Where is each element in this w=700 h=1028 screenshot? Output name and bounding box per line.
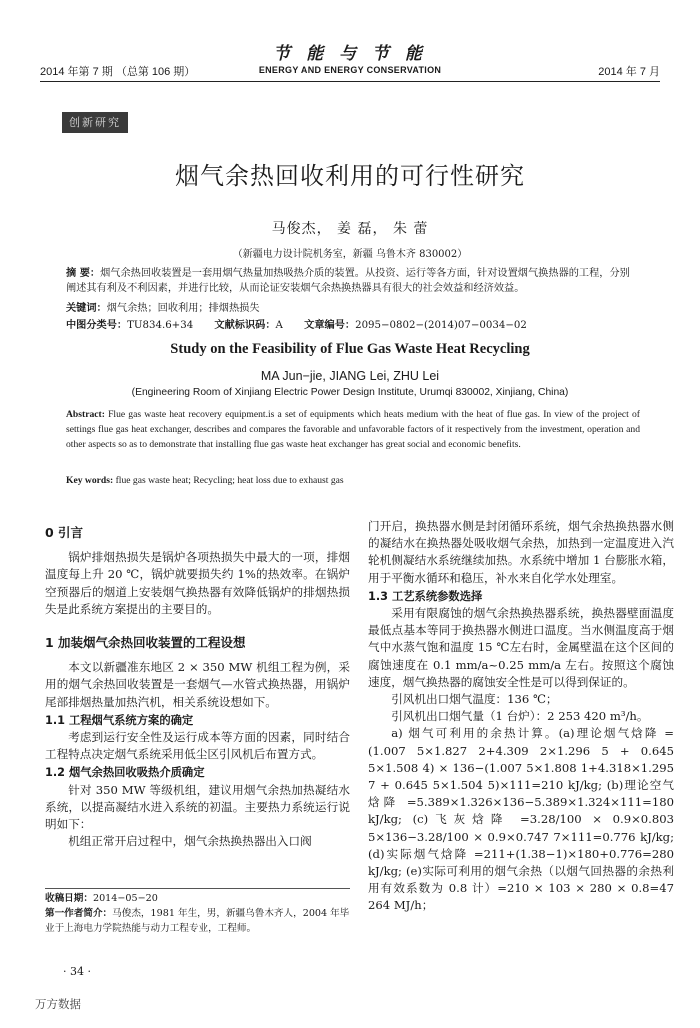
- section-1-2-heading: 1.2 烟气余热回收吸热介质确定: [45, 766, 205, 780]
- keywords-en-label: Key words:: [66, 475, 114, 486]
- section-1-1-heading: 1.1 工程烟气系统方案的确定: [45, 713, 194, 727]
- right-paragraph-continued: 门开启，换热器水侧是封闭循环系统，烟气余热换热器水侧的凝结水在换热器处吸收烟气余热，加热到一定温度进入汽轮机侧凝结水系统继续加热。水系统中增加 1 台膨胀水箱，用于平衡水循环和稳压，补水来自化学水处理室。: [368, 519, 674, 585]
- authors-en: MA Jun−jie, JIANG Lei, ZHU Lei: [260, 369, 440, 383]
- authors-cn: 马俊杰， 姜 磊， 朱 蕾: [271, 221, 429, 237]
- section-1-paragraph: 本文以新疆准东地区 2 × 350 MW 机组工程为例，采用的烟气余热回收装置是一套烟气—水管式换热器，用锅炉尾部排烟热量加热汽机，相关系统设想如下。: [45, 660, 350, 709]
- flue-gas-volume: 引风机出口烟气量（1 台炉）：2 253 420 m³/h。: [391, 709, 649, 724]
- received-value: 2014−05−20: [92, 893, 158, 904]
- abstract-en-text: Flue gas waste heat recovery equipment.is a set of equipments which heats medium with the heat of flue gas. In view of the project of settings flue gas heat exchanger, describes and compares the favorable and unfavorable factors of it respectively from the investment, operation and other aspects so as to demonstrate that installing flue gas waste heat exchanger has great social and economic benefits.: [66, 409, 640, 451]
- affiliation-cn: （新疆电力设计院机务室，新疆 乌鲁木齐 830002）: [232, 249, 468, 260]
- footnote-rule: [45, 888, 350, 889]
- section-1-2-paragraph-2: 机组正常开启过程中，烟气余热换热器出入口阀: [68, 834, 312, 849]
- doc-code-label: 文献标识码：: [214, 319, 276, 331]
- page-number: · 34 ·: [63, 965, 91, 978]
- clc-value: TU834.6+34: [127, 320, 194, 331]
- author-bio-text: 马俊杰，1981 年生，男，新疆乌鲁木齐人，2004 年毕业于上海电力学院热能与动力工程专业，工程师。: [45, 908, 350, 934]
- author-bio-label: 第一作者简介：: [45, 908, 113, 919]
- body-right-column: [368, 518, 674, 915]
- keywords-cn-label: 关键词：: [66, 302, 107, 314]
- section-1-3-paragraph: 采用有限腐蚀的烟气余热换热器系统，换热器壁面温度最低点基本等同于换热器水侧进口温度。当水侧温度高于烟气中水蒸气饱和温度 15 ℃左右时，金属壁温在这个区间的腐蚀速度在 0.1 mm/a~0.25 mm/a 左右。按照这个腐蚀速度，烟气换热器的腐蚀安全性是可以得到保证的。: [368, 606, 674, 689]
- watermark: 万方数据: [35, 997, 81, 1011]
- section-0-heading: 0 引言: [45, 525, 84, 540]
- body-left-column: [45, 518, 350, 850]
- abstract-cn: [66, 266, 640, 296]
- flue-gas-temperature: 引风机出口烟气温度：136 ℃；: [391, 692, 558, 707]
- column-badge: 创新研究: [62, 112, 128, 133]
- section-1-heading: 1 加装烟气余热回收装置的工程设想: [45, 635, 246, 651]
- abstract-cn-text: 烟气余热回收装置是一套用烟气热量加热吸热介质的装置。从投资、运行等各方面，针对设置烟气换热器的工程，分别阐述其有利及不利因素，并进行比较，从而论证安装烟气余热换热器具有很大的社会效益和经济效益。: [66, 268, 630, 294]
- article-no-value: 2095−0802−(2014)07−0034−02: [355, 320, 527, 331]
- doc-code-value: A: [275, 320, 283, 331]
- keywords-cn: [66, 299, 260, 314]
- affiliation-en: (Engineering Room of Xinjiang Electric Power Design Institute, Urumqi 830002, Xinjiang, China): [131, 387, 569, 398]
- received-date: [45, 891, 350, 906]
- clc-label: 中图分类号：: [66, 319, 128, 331]
- footnote: [45, 891, 350, 936]
- abstract-en-label: Abstract:: [66, 409, 105, 420]
- section-1-1-paragraph: 考虑到运行安全性及运行成本等方面的因素，同时结合工程特点决定烟气系统采用低尘区引风机后布置方式。: [45, 730, 350, 762]
- classification-line: [66, 316, 640, 331]
- title-cn: 烟气余热回收利用的可行性研究: [175, 162, 525, 190]
- received-label: 收稿日期：: [45, 893, 93, 904]
- waste-heat-calculation: a) 烟气可利用的余热计算。(a)理论烟气焓降 = (1.007 5×1.827 2+4.309 2×1.296 5 + 0.645 5×1.508 4) × 136−(1.007 5×1.808 1+4.318×1.295 7 + 0.645 5×1.504 5)×111=210 kJ/kg; (b)理论空气焓降 =5.389×1.326×136−5.389×1.324×111=180 kJ/kg; (c)飞灰焓降 =3.28/100 × 0.9×0.803 5×136−3.28/100 × 0.9×0.747 7×111=0.776 kJ/kg; (d)实际烟气焓降 =211+(1.38−1)×180+0.776=280 kJ/kg; (e)实际可利用的烟气余热（以烟气回热器的余热利用有效系数为 0.8 计）=210 × 103 × 280 × 0.8=47 264 MJ/h；: [368, 726, 674, 913]
- journal-name-cn: 节 能 与 节 能: [273, 44, 427, 64]
- section-0-paragraph: 锅炉排烟热损失是锅炉各项热损失中最大的一项，排烟温度每上升 20 ℃，锅炉就要损失约 1%的热效率。在锅炉空预器后的烟道上安装烟气换热器有效降低锅炉的排烟热损失是此系统方案提出的主要目的。: [45, 550, 350, 616]
- header-rule: [40, 81, 660, 82]
- section-1-3-heading: 1.3 工艺系统参数选择: [368, 589, 483, 603]
- author-bio: [45, 906, 350, 936]
- journal-name-en: ENERGY AND ENERGY CONSERVATION: [258, 65, 442, 75]
- section-1-2-paragraph: 针对 350 MW 等级机组，建议用烟气余热加热凝结水系统，以提高凝结水进入系统的初温。主要热力系统运行说明如下：: [45, 782, 350, 832]
- issue-info: 2014 年第 7 期 （总第 106 期）: [40, 66, 196, 78]
- journal-masthead: [0, 44, 700, 75]
- abstract-en: [66, 407, 640, 453]
- issue-date: 2014 年 7 月: [598, 66, 660, 78]
- keywords-en-text: flue gas waste heat; Recycling; heat loss due to exhaust gas: [115, 475, 344, 486]
- title-en: Study on the Feasibility of Flue Gas Waste Heat Recycling: [170, 341, 530, 357]
- abstract-cn-label: 摘 要：: [66, 267, 101, 279]
- keywords-cn-text: 烟气余热；回收利用；排烟热损失: [106, 303, 260, 314]
- keywords-en: [66, 475, 344, 486]
- article-no-label: 文章编号：: [304, 319, 356, 331]
